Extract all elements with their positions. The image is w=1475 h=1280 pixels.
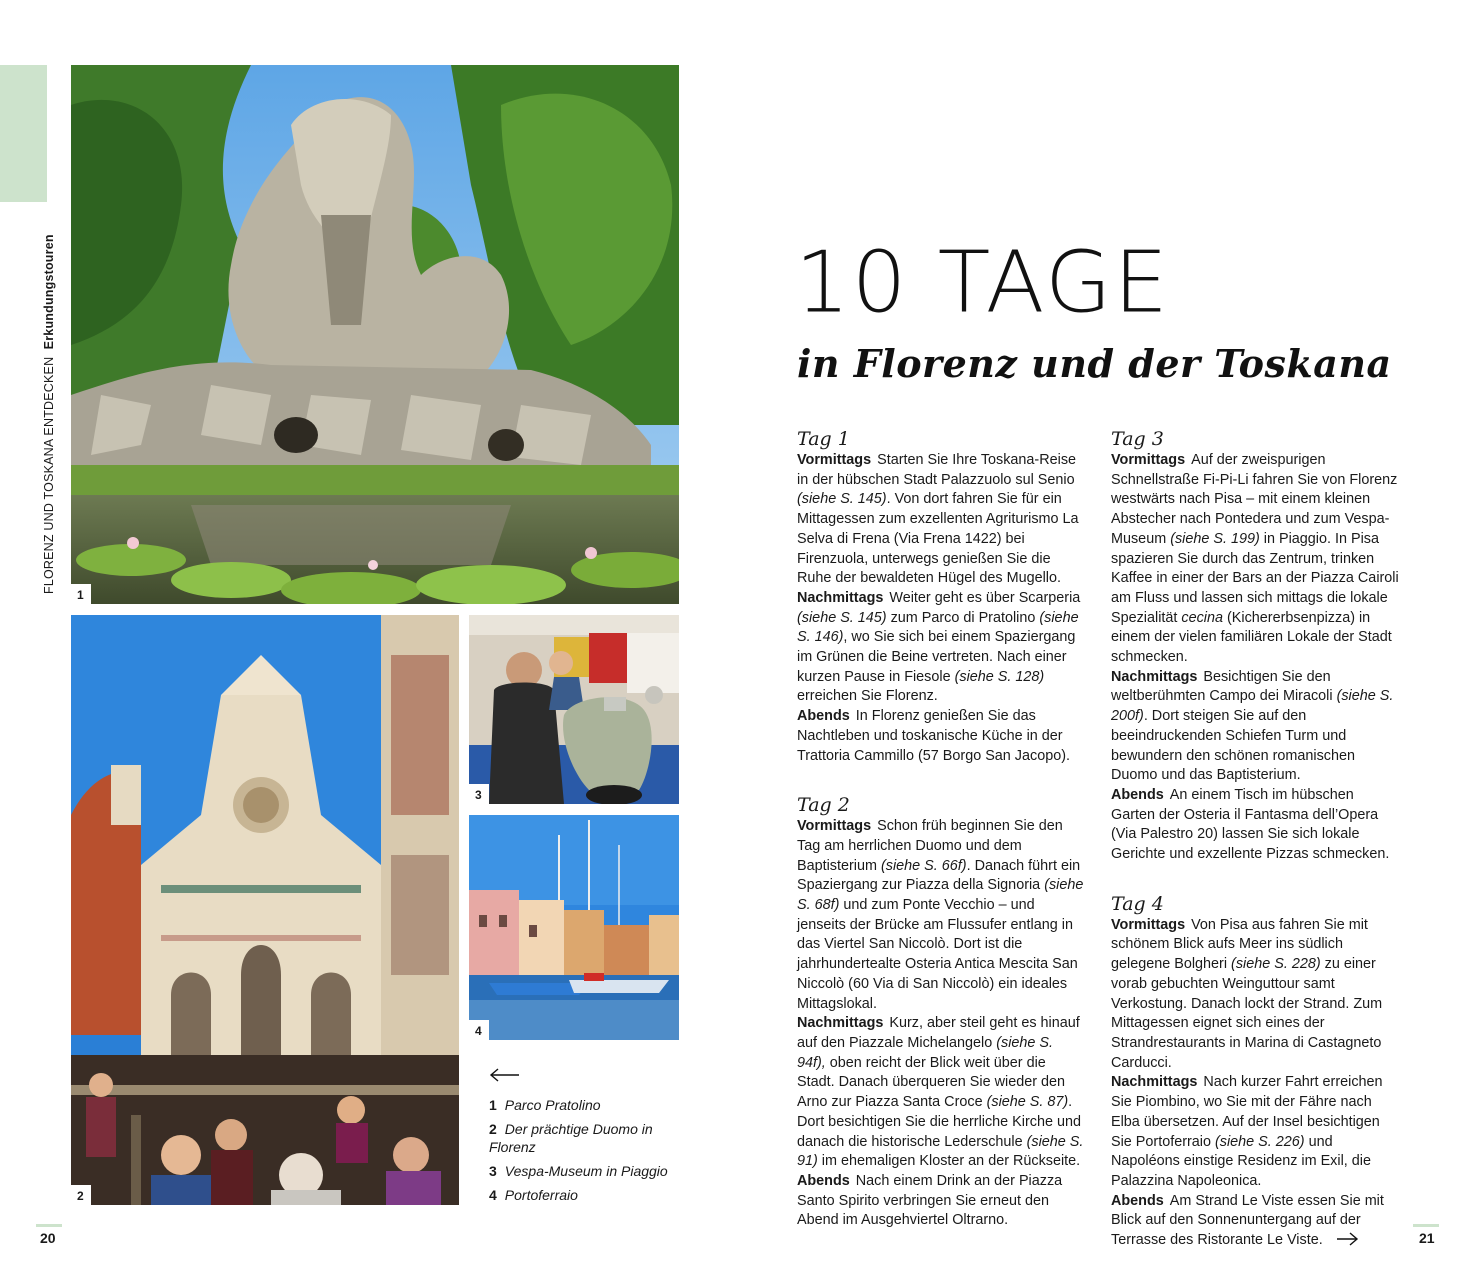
paragraph: Abends An einem Tisch im hübschen Garten der Osteria il Fantasma dell’Opera (Via Palestro 20) lassen Sie sich lokale Gerichte und exzellente Pizzas schmecken. [1111,786,1390,863]
column-right [1111,428,1399,1251]
paragraph: Abends In Florenz genießen Sie das Nachtleben und toskanische Küche in der Trattoria Cammillo (57 Borgo San Jacopo). [797,708,1071,764]
day-heading: Tag 1 [797,428,850,450]
arrow-right-icon [1337,1232,1359,1246]
caption-item: 3 Vespa-Museum in Piaggio [489,1163,668,1179]
day-heading: Tag 4 [1111,892,1164,915]
photo-captions [489,1068,679,1210]
page-subtitle: in Florenz und der Toskana [797,341,1392,386]
photo-number: 3 [469,784,489,804]
paragraph: Abends Am Strand Le Viste essen Sie mit Blick auf den Sonnenuntergang auf der Terrasse des Ristorante Le Viste. [1111,1192,1384,1249]
day-heading: Tag 2 [797,794,850,817]
paragraph: Vormittags Schon früh beginnen Sie den Tag am herrlichen Duomo und dem Baptisterium (siehe S. 66f). Danach führt ein Spaziergang zur Piazza della Signoria (siehe S. 68f) und zum Ponte Vecchio – und jenseits der Brücke am Flussufer entlang in das Viertel San Niccolò. Dort ist die jahrhundertealte Osteria Antica Mescita San Niccolò (60 Via di San Niccolò) ein ideales Mittagslokal. [797,818,1084,1012]
chapter-tab [0,65,47,202]
paragraph: Vormittags Auf der zweispurigen Schnellstraße Fi-Pi-Li fahren Sie von Florenz westwärts nach Pisa – mit einem kleinen Abstecher nach Pontedera und zum Vespa-Museum (siehe S. 199) in Piaggio. In Pisa spazieren Sie durch das Zentrum, trinken Kaffee in einer der Bars an der Piazza Cairoli am Fluss und lassen sich mittags die lokale Spezialität cecina (Kichererbsenpizza) in einem der vielen familiären Lokale der Stadt schmecken. [1111,452,1399,666]
column-left [797,428,1085,1231]
photo-number: 1 [71,584,91,604]
paragraph: Nachmittags Nach kurzer Fahrt erreichen Sie Piombino, wo Sie mit der Fähre nach Elba übersetzen. Auf der Insel besichtigen Sie Portoferraio (siehe S. 226) und Napoléons einstige Residenz im Exil, die Palazzina Napoleonica. [1111,1074,1383,1189]
page-number-left: 20 [40,1230,56,1246]
photo-portoferraio [469,815,679,1040]
photo-duomo-florenz [71,615,459,1205]
caption-item: 4 Portoferraio [489,1187,578,1203]
caption-item: 1 Parco Pratolino [489,1097,601,1113]
paragraph: Abends Nach einem Drink an der Piazza Santo Spirito verbringen Sie erneut den Abend im Ausgehviertel Oltrarno. [797,1172,1063,1229]
chapter-name: FLORENZ UND TOSKANA ENTDECKEN [42,356,56,594]
page-number-right: 21 [1419,1230,1435,1246]
section-name: Erkundungstouren [42,234,56,350]
caption-item: 2 Der prächtige Duomo in Florenz [489,1121,653,1155]
arrow-left-icon [489,1068,519,1082]
photo-number: 2 [71,1185,91,1205]
paragraph: Nachmittags Weiter geht es über Scarperia (siehe S. 145) zum Parco di Pratolino (siehe S. 146), wo Sie sich bei einem Spaziergang im Grünen die Beine vertreten. Nach einer kurzen Pause in Fiesole (siehe S. 128) erreichen Sie Florenz. [797,589,1081,705]
paragraph: Nachmittags Besichtigen Sie den weltberühmten Campo dei Miracoli (siehe S. 200f). Dort steigen Sie auf den beeindruckenden Schiefen Turm und bewundern den schönen romanischen Duomo und das Baptisterium. [1111,668,1394,784]
page-title: 10 TAGE [795,234,1170,332]
paragraph: Nachmittags Kurz, aber steil geht es hinauf auf den Piazzale Michelangelo (siehe S. 94f), oben reicht der Blick weit über die Stadt. Danach überqueren Sie wieder den Arno zur Piazza Santa Croce (siehe S. 87). Dort besichtigen Sie die herrliche Kirche und danach die historische Lederschule (siehe S. 91) im ehemaligen Kloster an der Rückseite. [797,1015,1084,1170]
photo-vespa-museum [469,615,679,804]
photo-number: 4 [469,1020,489,1040]
paragraph: Vormittags Von Pisa aus fahren Sie mit schönem Blick aufs Meer ins südlich gelegene Bolgheri (siehe S. 228) zu einer vorab gebuchten Weinguttour samt Verkostung. Danach lockt der Strand. Zum Mittagessen eignet sich eines der Strandrestaurants in Marina di Castagneto Carducci. [1111,916,1383,1071]
running-head [42,234,56,594]
day-heading: Tag 3 [1111,428,1164,450]
photo-parco-pratolino [71,65,679,604]
paragraph: Vormittags Starten Sie Ihre Toskana-Reise in der hübschen Stadt Palazzuolo sul Senio (siehe S. 145). Von dort fahren Sie für ein Mittagessen zum exzellenten Agriturismo La Selva di Frena (Via Frena 1422) bei Firenzuola, unterwegs genießen Sie die Ruhe der bewaldeten Hügel des Mugello. [797,452,1079,587]
